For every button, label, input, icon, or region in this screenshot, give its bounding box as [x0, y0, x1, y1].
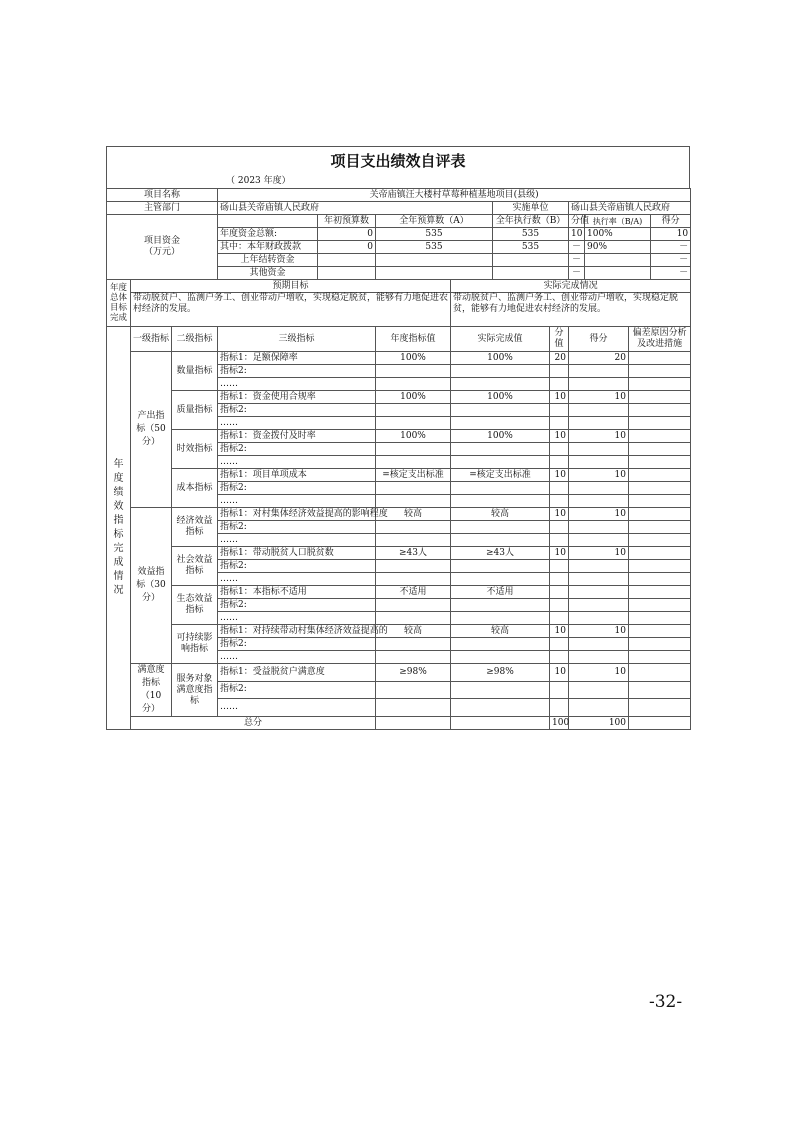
- annual-target-value: [376, 651, 451, 664]
- project-name-value: 关帝庙镇汪大楼村草莓种植基地项目(县级): [218, 189, 691, 202]
- level3-indicator-label: 指标2:: [218, 638, 376, 651]
- deviation-analysis: [629, 681, 691, 699]
- indicator-score-value: [550, 599, 569, 612]
- actual-value: [451, 638, 550, 651]
- annual-target-value: [376, 599, 451, 612]
- funds-label-line1: 项目资金: [143, 236, 180, 246]
- indicator-score: [569, 534, 629, 547]
- level3-indicator-label: 指标2:: [218, 521, 376, 534]
- actual-value: ≥98%: [451, 664, 550, 682]
- deviation-analysis: [629, 699, 691, 717]
- indicator-score-value: [550, 404, 569, 417]
- indicator-score: 20: [569, 352, 629, 365]
- indicator-score: [569, 404, 629, 417]
- total-score-value: 100: [550, 717, 569, 730]
- deviation-analysis: [629, 612, 691, 625]
- indicator-score-value: 10: [550, 547, 569, 560]
- indicator-score: 10: [569, 547, 629, 560]
- page-number: -32-: [649, 992, 683, 1012]
- project-name-label: 项目名称: [107, 189, 218, 202]
- deviation-analysis: [629, 508, 691, 521]
- indicator-score-value: [550, 482, 569, 495]
- funds-header-executed: 全年执行数（B）: [493, 215, 569, 228]
- indicator-score: [569, 681, 629, 699]
- funds-score: －: [651, 241, 691, 254]
- funds-rate: 100%: [585, 228, 651, 241]
- goals-actual-header: 实际完成情况: [451, 280, 691, 293]
- indicator-score: 10: [569, 469, 629, 482]
- indicator-score-value: 10: [550, 664, 569, 682]
- indicator-score: [569, 560, 629, 573]
- funds-initial: 0: [318, 241, 376, 254]
- ellipsis-row: ……: [218, 417, 376, 430]
- actual-value: [451, 365, 550, 378]
- deviation-analysis: [629, 664, 691, 682]
- ellipsis-row: ……: [218, 699, 376, 717]
- indicator-score-value: [550, 573, 569, 586]
- annual-target-value: [376, 443, 451, 456]
- form-title: 项目支出绩效自评表: [106, 146, 690, 175]
- deviation-analysis: [629, 534, 691, 547]
- deviation-analysis: [629, 586, 691, 599]
- indicator-score: [569, 586, 629, 599]
- annual-target-value: [376, 417, 451, 430]
- annual-target-value: [376, 681, 451, 699]
- deviation-analysis: [629, 352, 691, 365]
- funds-header-score: 得分: [651, 215, 691, 228]
- funds-header-blank: [218, 215, 318, 228]
- indicator-header-6: 得分: [569, 327, 629, 352]
- ellipsis-row: ……: [218, 534, 376, 547]
- actual-value: =核定支出标准: [451, 469, 550, 482]
- indicator-score: [569, 638, 629, 651]
- funds-rate: 90%: [585, 241, 651, 254]
- deviation-analysis: [629, 391, 691, 404]
- level3-indicator-label: 指标2:: [218, 404, 376, 417]
- actual-value: 100%: [451, 391, 550, 404]
- funds-score-value: －: [569, 267, 585, 280]
- actual-value: [451, 612, 550, 625]
- actual-value: [451, 456, 550, 469]
- indicator-header-7: 偏差原因分析及改进措施: [629, 327, 691, 352]
- level3-indicator-label: 指标2:: [218, 443, 376, 456]
- annual-target-value: =核定支出标准: [376, 469, 451, 482]
- actual-value: [451, 699, 550, 717]
- deviation-analysis: [629, 443, 691, 456]
- deviation-analysis: [629, 404, 691, 417]
- indicator-score: [569, 573, 629, 586]
- self-evaluation-form: [106, 146, 690, 730]
- level2-indicator: 数量指标: [172, 352, 218, 391]
- level1-indicator: 满意度指标（10分）: [131, 664, 172, 717]
- indicator-score: [569, 651, 629, 664]
- funds-row-label: 年度资金总额:: [218, 228, 318, 241]
- level2-indicator: 时效指标: [172, 430, 218, 469]
- funds-header-initial: 年初预算数: [318, 215, 376, 228]
- indicator-score: [569, 417, 629, 430]
- level2-indicator: 经济效益指标: [172, 508, 218, 547]
- total-score: 100: [569, 717, 629, 730]
- annual-target-value: [376, 495, 451, 508]
- indicator-score: 10: [569, 625, 629, 638]
- deviation-analysis: [629, 547, 691, 560]
- indicator-score: [569, 443, 629, 456]
- dept-label: 主管部门: [107, 202, 218, 215]
- actual-value: ≥43人: [451, 547, 550, 560]
- actual-value: [451, 417, 550, 430]
- deviation-analysis: [629, 495, 691, 508]
- annual-target-value: 较高: [376, 508, 451, 521]
- deviation-analysis: [629, 365, 691, 378]
- indicator-score-value: [550, 534, 569, 547]
- actual-value: [451, 404, 550, 417]
- indicator-score: [569, 612, 629, 625]
- actual-value: [451, 560, 550, 573]
- ellipsis-row: ……: [218, 651, 376, 664]
- year-line-row: [106, 175, 690, 188]
- actual-value: 不适用: [451, 586, 550, 599]
- deviation-analysis: [629, 456, 691, 469]
- level2-indicator: 成本指标: [172, 469, 218, 508]
- funds-rate: [585, 267, 651, 280]
- indicator-score-value: [550, 586, 569, 599]
- funds-score-value: 10: [569, 228, 585, 241]
- indicator-score: [569, 495, 629, 508]
- level3-indicator-label: 指标2:: [218, 560, 376, 573]
- annual-target-value: 100%: [376, 391, 451, 404]
- indicator-score-value: [550, 638, 569, 651]
- actual-value: [451, 573, 550, 586]
- indicator-score-value: [550, 378, 569, 391]
- annual-target-value: ≥98%: [376, 664, 451, 682]
- indicator-score-value: [550, 495, 569, 508]
- actual-value: 较高: [451, 508, 550, 521]
- indicator-score-value: [550, 699, 569, 717]
- actual-value: 较高: [451, 625, 550, 638]
- indicator-score-value: [550, 612, 569, 625]
- actual-value: [451, 599, 550, 612]
- goals-expected-text: 带动脱贫户、监测户务工、创业带动户增收，实现稳定脱贫，能够有力地促进农村经济的发展。: [131, 293, 451, 327]
- deviation-analysis: [629, 573, 691, 586]
- impl-label: 实施单位: [493, 202, 569, 215]
- funds-executed: [493, 267, 569, 280]
- annual-target-value: [376, 612, 451, 625]
- level3-indicator-label: 指标1：对村集体经济效益提高的影响程度: [218, 508, 376, 521]
- indicator-header-3: 年度指标值: [376, 327, 451, 352]
- annual-target-value: [376, 378, 451, 391]
- level3-indicator-label: 指标1：项目单项成本: [218, 469, 376, 482]
- actual-value: 100%: [451, 352, 550, 365]
- indicator-score: [569, 599, 629, 612]
- funds-row-label: 上年结转资金: [218, 254, 318, 267]
- funds-row-label: 其中：本年财政拨款: [218, 241, 318, 254]
- funds-score: －: [651, 267, 691, 280]
- annual-target-value: 100%: [376, 430, 451, 443]
- funds-executed: 535: [493, 228, 569, 241]
- annual-target-value: ≥43人: [376, 547, 451, 560]
- indicator-score-value: [550, 521, 569, 534]
- indicator-score: [569, 482, 629, 495]
- annual-target-value: [376, 365, 451, 378]
- deviation-analysis: [629, 560, 691, 573]
- indicator-header-0: 一级指标: [131, 327, 172, 352]
- annual-target-value: 100%: [376, 352, 451, 365]
- annual-target-value: [376, 456, 451, 469]
- level2-indicator: 可持续影响指标: [172, 625, 218, 664]
- evaluation-table: [106, 188, 691, 730]
- ellipsis-row: ……: [218, 456, 376, 469]
- total-blank: [376, 717, 451, 730]
- ellipsis-row: ……: [218, 573, 376, 586]
- goals-actual-text: 带动脱贫户、监测户务工、创业带动户增收，实现稳定脱贫，能够有力地促进农村经济的发展。: [451, 293, 691, 327]
- level3-indicator-label: 指标1：足额保障率: [218, 352, 376, 365]
- total-label: 总分: [131, 717, 376, 730]
- funds-rate: [585, 254, 651, 267]
- level1-indicator: 产出指标（50分）: [131, 352, 172, 508]
- indicator-score-value: 10: [550, 508, 569, 521]
- level2-indicator: 生态效益指标: [172, 586, 218, 625]
- deviation-analysis: [629, 469, 691, 482]
- annual-target-value: 较高: [376, 625, 451, 638]
- total-blank: [451, 717, 550, 730]
- funds-initial: [318, 254, 376, 267]
- actual-value: [451, 521, 550, 534]
- indicator-score: 10: [569, 391, 629, 404]
- funds-row-label: 其他资金: [218, 267, 318, 280]
- ellipsis-row: ……: [218, 612, 376, 625]
- actual-value: [451, 482, 550, 495]
- annual-target-value: [376, 404, 451, 417]
- actual-value: [451, 534, 550, 547]
- annual-target-value: [376, 560, 451, 573]
- indicator-score: 10: [569, 664, 629, 682]
- level3-indicator-label: 指标2:: [218, 365, 376, 378]
- total-deviation: [629, 717, 691, 730]
- actual-value: [451, 443, 550, 456]
- funds-initial: [318, 267, 376, 280]
- indicator-score: [569, 521, 629, 534]
- funds-annual: [376, 254, 493, 267]
- indicator-score-value: [550, 651, 569, 664]
- deviation-analysis: [629, 430, 691, 443]
- level3-indicator-label: 指标1：资金使用合规率: [218, 391, 376, 404]
- level3-indicator-label: 指标2:: [218, 599, 376, 612]
- indicator-score-value: 10: [550, 391, 569, 404]
- indicator-score-value: 10: [550, 469, 569, 482]
- indicators-side-label: 年度绩效指标完成情况: [107, 327, 131, 730]
- annual-target-value: [376, 573, 451, 586]
- indicator-score: [569, 456, 629, 469]
- annual-target-value: [376, 482, 451, 495]
- ellipsis-row: ……: [218, 495, 376, 508]
- deviation-analysis: [629, 599, 691, 612]
- funds-score: 10: [651, 228, 691, 241]
- funds-label-line2: （万元）: [143, 247, 180, 257]
- actual-value: [451, 495, 550, 508]
- goals-expected-header: 预期目标: [131, 280, 451, 293]
- funds-label: [107, 215, 218, 280]
- indicator-score-value: [550, 681, 569, 699]
- funds-annual: [376, 267, 493, 280]
- level1-indicator: 效益指标（30分）: [131, 508, 172, 664]
- indicator-score: [569, 378, 629, 391]
- funds-header-rate: 执行率（B/A): [585, 215, 651, 228]
- indicator-score: 10: [569, 508, 629, 521]
- level3-indicator-label: 指标2:: [218, 681, 376, 699]
- deviation-analysis: [629, 378, 691, 391]
- level3-indicator-label: 指标1：资金拨付及时率: [218, 430, 376, 443]
- indicator-header-5: 分值: [550, 327, 569, 352]
- level2-indicator: 社会效益指标: [172, 547, 218, 586]
- actual-value: [451, 378, 550, 391]
- indicator-header-4: 实际完成值: [451, 327, 550, 352]
- funds-score: －: [651, 254, 691, 267]
- funds-annual: 535: [376, 228, 493, 241]
- indicator-score: 10: [569, 430, 629, 443]
- level3-indicator-label: 指标1：受益脱贫户满意度: [218, 664, 376, 682]
- indicator-score-value: [550, 456, 569, 469]
- deviation-analysis: [629, 521, 691, 534]
- level3-indicator-label: 指标1：带动脱贫人口脱贫数: [218, 547, 376, 560]
- funds-header-annual: 全年预算数（A）: [376, 215, 493, 228]
- funds-header-score-value: 分值: [569, 215, 585, 228]
- deviation-analysis: [629, 638, 691, 651]
- deviation-analysis: [629, 482, 691, 495]
- indicator-score-value: 10: [550, 430, 569, 443]
- funds-score-value: －: [569, 241, 585, 254]
- dept-value: 砀山县关帝庙镇人民政府: [218, 202, 493, 215]
- annual-target-value: [376, 534, 451, 547]
- indicator-score-value: [550, 365, 569, 378]
- indicator-score-value: 10: [550, 625, 569, 638]
- funds-executed: 535: [493, 241, 569, 254]
- annual-target-value: [376, 638, 451, 651]
- annual-target-value: [376, 521, 451, 534]
- actual-value: [451, 681, 550, 699]
- year-line: （ 2023 年度）: [226, 176, 291, 186]
- level2-indicator: 服务对象满意度指标: [172, 664, 218, 717]
- level3-indicator-label: 指标1：本指标不适用: [218, 586, 376, 599]
- actual-value: 100%: [451, 430, 550, 443]
- annual-target-value: [376, 699, 451, 717]
- funds-executed: [493, 254, 569, 267]
- indicator-score: [569, 365, 629, 378]
- funds-annual: 535: [376, 241, 493, 254]
- actual-value: [451, 651, 550, 664]
- level2-indicator: 质量指标: [172, 391, 218, 430]
- level3-indicator-label: 指标1：对持续带动村集体经济效益提高的: [218, 625, 376, 638]
- level3-indicator-label: 指标2:: [218, 482, 376, 495]
- ellipsis-row: ……: [218, 378, 376, 391]
- indicator-header-2: 三级指标: [218, 327, 376, 352]
- indicator-score-value: 20: [550, 352, 569, 365]
- goals-side-label: 年度总体目标完成: [107, 280, 131, 327]
- indicator-score: [569, 699, 629, 717]
- impl-value: 砀山县关帝庙镇人民政府: [569, 202, 691, 215]
- deviation-analysis: [629, 625, 691, 638]
- indicator-header-1: 二级指标: [172, 327, 218, 352]
- funds-initial: 0: [318, 228, 376, 241]
- indicator-score-value: [550, 443, 569, 456]
- annual-target-value: 不适用: [376, 586, 451, 599]
- indicator-score-value: [550, 417, 569, 430]
- deviation-analysis: [629, 651, 691, 664]
- deviation-analysis: [629, 417, 691, 430]
- indicator-score-value: [550, 560, 569, 573]
- funds-score-value: －: [569, 254, 585, 267]
